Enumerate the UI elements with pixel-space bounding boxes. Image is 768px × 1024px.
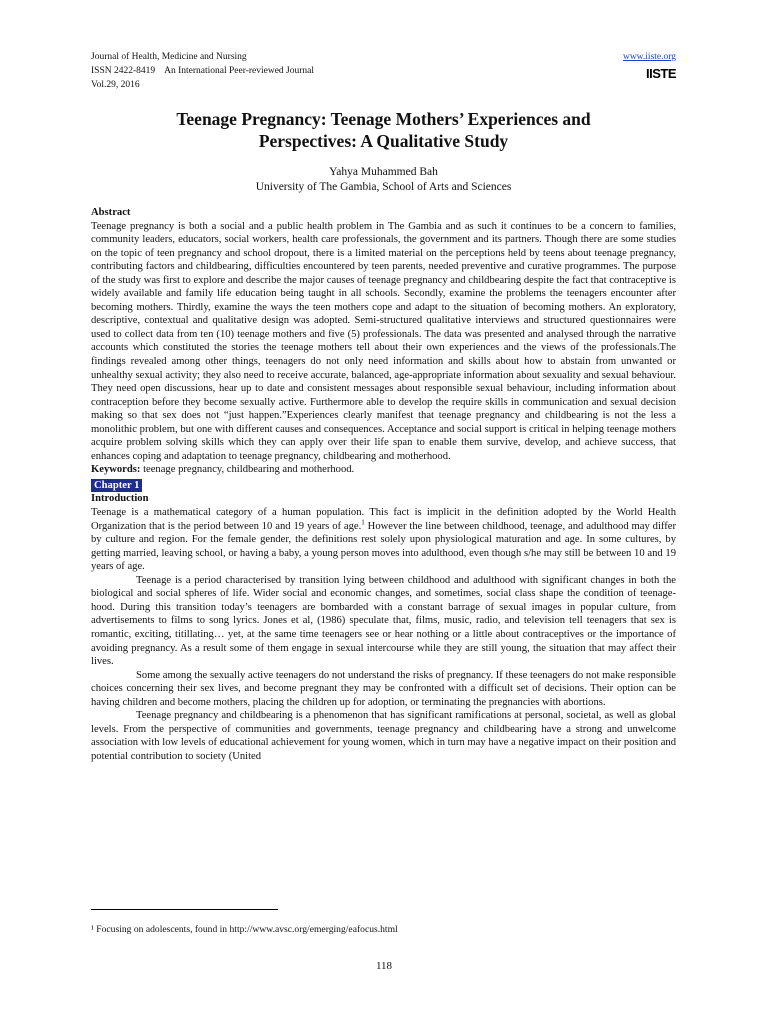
footnote-ref: 1	[361, 518, 365, 527]
author-affiliation: University of The Gambia, School of Arts and Sciences	[255, 181, 512, 193]
issn: ISSN 2422-8419	[91, 66, 156, 76]
paragraph-4: Teenage pregnancy and childbearing is a phenomenon that has significant ramifications at personal, societal, as well as global levels. From the perspective of communities and governments, teenage pregnancy and childbearing have a strong and unwelcome association with low levels of educational achievement for young women, which in turn may have a negative impact on their position and potential contribution to society (United	[91, 710, 676, 762]
paper-body	[91, 206, 676, 763]
author-name: Yahya Muhammed Bah	[329, 166, 438, 178]
page-number: 118	[375, 960, 393, 972]
keywords-text: teenage pregnancy, childbearing and motherhood.	[140, 464, 355, 476]
keywords-label: Keywords:	[91, 464, 141, 476]
iiste-logo: IISTE	[645, 66, 676, 81]
title-line-2: Perspectives: A Qualitative Study	[258, 131, 509, 151]
keywords	[91, 463, 676, 477]
footnote-divider	[91, 909, 278, 910]
paper-title	[91, 108, 676, 152]
footnote: ¹ Focusing on adolescents, found in http://www.avsc.org/emerging/eafocus.html	[91, 924, 398, 935]
journal-name: Journal of Health, Medicine and Nursing	[91, 52, 247, 62]
journal-info	[91, 50, 314, 92]
introduction-heading: Introduction	[91, 493, 149, 505]
journal-header	[91, 50, 676, 94]
journal-links	[623, 50, 676, 80]
paragraph-3: Some among the sexually active teenagers do not understand the risks of pregnancy. If these teenagers do not make responsible choices concerning their sex lives, and become pregnant they may be confronted with a difficult set of decisions. Their option can be having children and become mothers, placing the children up for adoption, or terminating the pregnancies with abortions.	[91, 669, 676, 708]
author-block	[91, 165, 676, 195]
abstract-heading: Abstract	[91, 207, 131, 218]
chapter-badge: Chapter 1	[91, 479, 142, 493]
abstract-text: Teenage pregnancy is both a social and a public health problem in The Gambia and as such it continues to be a concern to families, community leaders, educators, social workers, health care professionals, the government and its partners. Though there are some studies on the topic of teen pregnancy and school dropout, there is a limited material on the perceptions held by teens about teenage pregnancy, contributing factors and childbearing, difficulties encountered by teen parents, needed preventive and curative programmes. The purpose of the study was first to explore and describe the major causes of teenage pregnancy and childbearing despite the fact that contraceptive is widely available and family life education being taught in all schools. Secondly, examine the problems the teenagers encounter after becoming mothers. Thirdly, examine the ways the teen mothers cope and adapt to the situation of becoming mothers. An exploratory, descriptive, contextual and qualitative design was adopted. Semi-structured qualitative interviews and structured questionnaires were used to collect data from ten (10) teenage mothers and five (5) professionals. The data was presented and analysed through the narrative accounts which constituted the stories the teenage mothers tell about their own experiences and the views of the professionals.The findings revealed among other things, teenagers do not only need information and skills about how to abstain from unwanted or unhealthy sexual activity; they also need to receive accurate, balanced, age-appropriate information about sexuality and sexual behaviour. They need open discussions, hear up to date and consistent messages about responsible sexual behaviour, including information about contraception before they become sexually active. Furthermore able to develop the require skills in communication and sexual decision making so that sex does not “just happen.”Experiences clearly manifest that teenage pregnancy and childbearing is not the less a monolithic problem, but one with different causes and consequences. Acceptance and social support is critical in helping teenage mothers acquire problem solving skills which they can apply over their life span to enable them survive, develop, and achieve success, that enhances coping and adaptation to teenage pregnancy, childbearing and motherhood.	[91, 220, 676, 462]
paragraph-2: Teenage is a period characterised by transition lying between childhood and adulthood with significant changes in both the biological and social spheres of life. Wider social and economic changes, and sometimes, social class shape the condition of teenage-hood. During this transition today’s teenagers are bombarded with a constant barrage of sexual images in popular culture, from advertisements to films to song lyrics. Jones et al, (1986) speculate that, films, music, radio, and television tell teenagers that sex is romantic, exciting, titillating… yet, at the same time teenagers see or hear nothing or a little about contraceptives or the importance of avoiding pregnancy. As a result some of them engage in sexual intercourse while they are still young, the situation that may affect their lives.	[91, 574, 676, 668]
paragraph-1	[91, 506, 676, 574]
volume: Vol.29, 2016	[91, 80, 140, 90]
journal-url-link[interactable]: www.iiste.org	[622, 52, 676, 62]
paragraph-1-text-a: Teenage is a mathematical category of a human population. This fact is implicit in the definition adopted by the World Health Organization that is the period between 10 and 19 years of age.	[91, 507, 676, 532]
peer-reviewed-label: An International Peer-reviewed Journal	[164, 66, 315, 76]
paragraph-1-text-b: However the line between childhood, teenage, and adulthood may differ by culture and region. For the female gender, the definitions rest solely upon physiological maturation and age. In some cultures, by getting married, leaving school, or having a baby, a young person moves into adulthood, even though s/he may still be between 10 and 19 years of age.	[91, 520, 676, 573]
title-line-1: Teenage Pregnancy: Teenage Mothers’ Experiences and	[176, 109, 591, 129]
chapter-heading	[91, 477, 676, 493]
